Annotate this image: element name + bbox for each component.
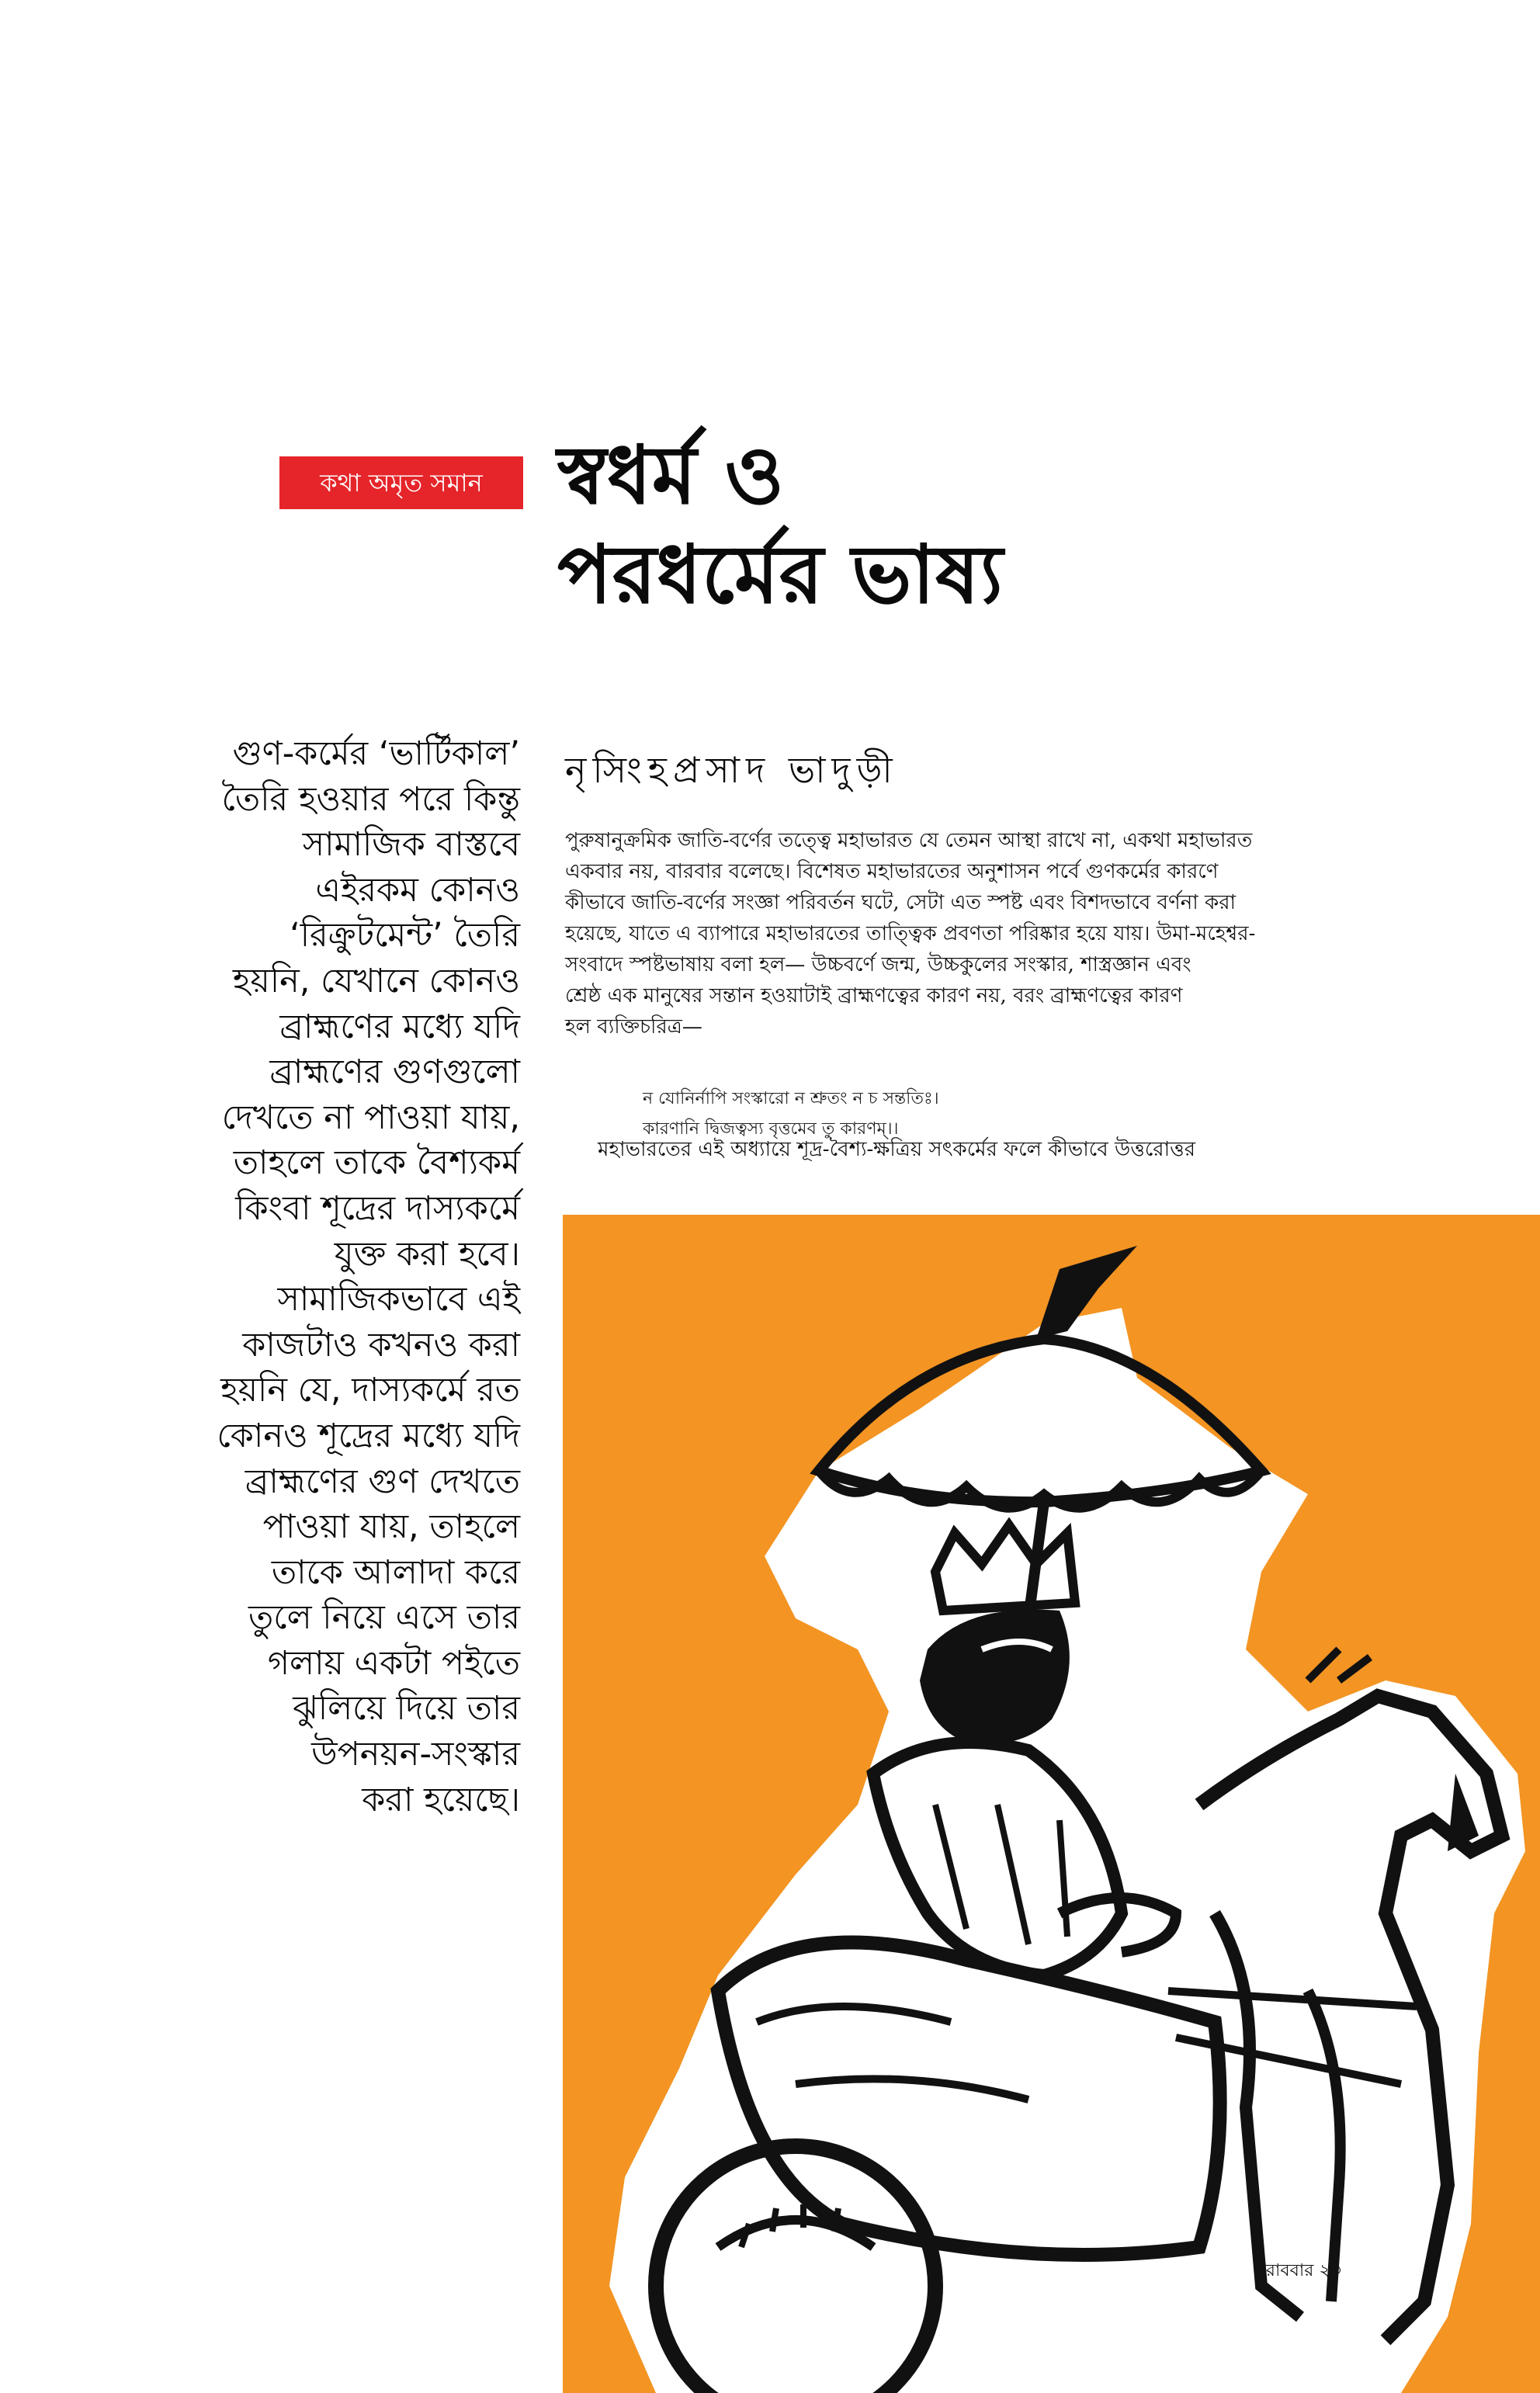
pullquote-line: হয়নি, যেখানে কোনও <box>232 961 520 1001</box>
pullquote-line: গুণ-কর্মের ‘ভার্টিকাল’ <box>232 734 520 773</box>
pullquote-line: দেখতে না পাওয়া যায়, <box>221 1098 520 1137</box>
pullquote-line: ঝুলিয়ে দিয়ে তার <box>293 1689 520 1729</box>
body-line: শ্রেষ্ঠ এক মানুষের সন্তান হওয়াটাই ব্রাহ্মণত্বের কারণ নয়, বরং ব্রাহ্মণত্বের কারণ <box>565 984 1183 1007</box>
body-line: হয়েছে, যাতে এ ব্যাপারে মহাভারতের তাত্ত্বিক প্রবণতা পরিষ্কার হয়ে যায়। উমা-মহেশ্বর- <box>565 922 1256 945</box>
body-line: কীভাবে জাতি-বর্ণের সংজ্ঞা পরিবর্তন ঘটে, সেটা এত স্পষ্ট এবং বিশদভাবে বর্ণনা করা <box>565 891 1237 914</box>
pullquote-line: তাহলে তাকে বৈশ্যকর্ম <box>233 1143 520 1183</box>
pullquote-line: ব্রাহ্মণের গুণ দেখতে <box>245 1462 520 1501</box>
title-line-2: পরধর্মের ভাষ্য <box>557 526 1004 622</box>
pullquote-line: সামাজিক বাস্তবে <box>302 825 520 865</box>
body-line: পুরুষানুক্রমিক জাতি-বর্ণের তত্ত্বে মহাভারত যে তেমন আস্থা রাখে না, একথা মহাভারত <box>565 829 1253 852</box>
pullquote-line: তুলে নিয়ে এসে তার <box>248 1598 520 1638</box>
pullquote-line: ব্রাহ্মণের মধ্যে যদি <box>279 1007 520 1046</box>
title-line-1: স্বধর্ম ও <box>557 427 785 522</box>
pullquote-line: করা হয়েছে। <box>362 1780 520 1819</box>
pullquote-line: হয়নি যে, দাস্যকর্মে রত <box>220 1371 520 1410</box>
pullquote-line: কাজটাও কখনও করা <box>242 1325 520 1365</box>
article-body <box>565 825 1427 1042</box>
chariot-illustration <box>563 1215 1540 2393</box>
pullquote-line: কিংবা শূদ্রের দাস্যকর্মে <box>235 1188 520 1228</box>
pullquote-line: পাওয়া যায়, তাহলে <box>262 1507 520 1547</box>
pullquote-line: উপনয়ন-সংস্কার <box>311 1735 520 1774</box>
pullquote-line: ‘রিক্রুটমেন্ট’ তৈরি <box>290 916 520 955</box>
pullquote-line: এইরকম কোনও <box>315 870 520 910</box>
body-line: একবার নয়, বারবার বলেছে। বিশেষত মহাভারতের অনুশাসন পর্বে গুণকর্মের কারণে <box>565 860 1219 883</box>
verse-line-1: ন যোনির্নাপি সংস্কারো ন শ্রুতং ন চ সন্ততিঃ। <box>643 1089 939 1108</box>
verse-line-2: কারণানি দ্বিজত্বস্য বৃত্তমেব তু কারণম্।। <box>643 1119 899 1139</box>
body-line: হল ব্যক্তিচরিত্র— <box>565 1015 702 1039</box>
pullquote-line: সামাজিকভাবে এই <box>277 1280 520 1320</box>
article-title <box>557 425 1334 624</box>
author-byline: নৃসিংহপ্রসাদ ভাদুড়ী <box>565 749 899 791</box>
page-footer: রোববার ২৩ <box>1259 2261 1341 2280</box>
article-body-continued: মহাভারতের এই অধ্যায়ে শূদ্র-বৈশ্য-ক্ষত্রিয় সৎকর্মের ফলে কীভাবে উত্তরোত্তর <box>598 1138 1196 1161</box>
body-line: সংবাদে স্পষ্টভাষায় বলা হল— উচ্চবর্ণে জন্ম, উচ্চকুলের সংস্কার, শাস্ত্রজ্ঞান এবং <box>565 953 1191 976</box>
pullquote-line: তৈরি হওয়ার পরে কিন্তু <box>221 779 520 819</box>
pullquote-line: ব্রাহ্মণের গুণগুলো <box>269 1053 520 1092</box>
section-tag: কথা অমৃত সমান <box>279 456 523 509</box>
pullquote-line: যুক্ত করা হবে। <box>334 1234 520 1274</box>
pullquote-line: গলায় একটা পইতে <box>267 1643 520 1683</box>
pull-quote <box>116 731 520 1822</box>
pullquote-line: তাকে আলাদা করে <box>271 1552 520 1592</box>
pullquote-line: কোনও শূদ্রের মধ্যে যদি <box>217 1416 520 1455</box>
